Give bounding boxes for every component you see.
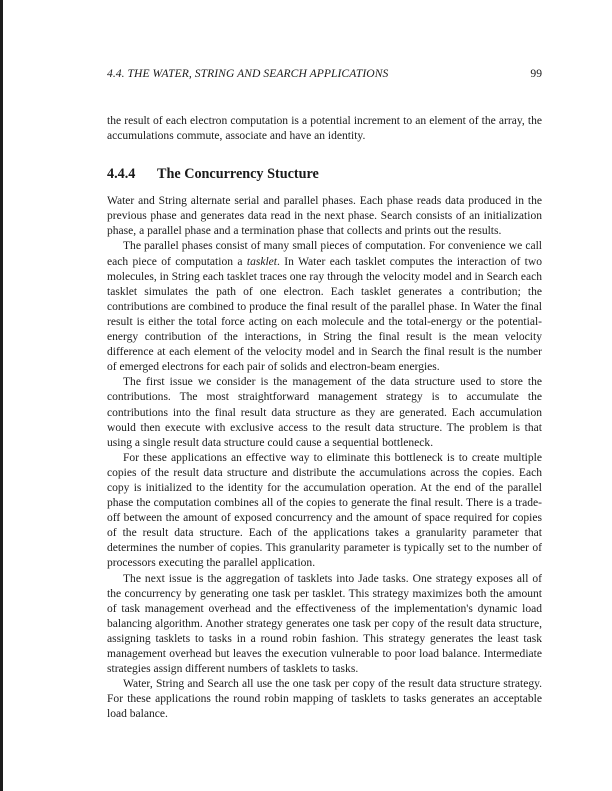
continuation-paragraph: the result of each electron computation is a potential increment to an element of the array, the accumulations commute, associate and have an identity. [107, 115, 542, 143]
paragraph-tasklets [107, 239, 542, 375]
section-title: The Concurrency Stucture [157, 166, 319, 183]
paragraph-phases: Water and String alternate serial and parallel phases. Each phase reads data produced in the previous phase and generates data read in the next phase. Search consists of an initialization phase, a parallel phase and a termination phase that collects and prints out the results. [107, 195, 542, 238]
section-heading [107, 165, 542, 183]
term-tasklet: tasklet [246, 255, 278, 268]
paragraph-multiple-copies: For these applications an effective way to eliminate this bottleneck is to create multiple copies of the result data structure and distribute the accumulations across the copies. Each copy is initialized to the identity for the accumulation operation. At the end of the parallel phase the computation combines all of the copies to generate the final result. There is a trade-off between the amount of exposed concurrency and the amount of space required for copies of the result data structure. Each of the applications takes a granularity parameter that determines the number of copies. This granularity parameter is typically set to the number of processors executing the parallel application. [107, 451, 542, 570]
paragraph-aggregation: The next issue is the aggregation of tasklets into Jade tasks. One strategy exposes all of the concurrency by generating one task per tasklet. This strategy maximizes both the amount of task management overhead and the effectiveness of the implementation's dynamic load balancing algorithm. Another strategy generates one task per copy of the result data structure, assigning tasklets to tasks in a round robin fashion. This strategy generates the least task management overhead but leaves the execution vulnerable to poor load balance. Intermediate strategies assign different numbers of tasklets to tasks. [107, 572, 542, 676]
paragraph-data-structure: The first issue we consider is the management of the data structure used to store the contributions. The most straightforward management strategy is to accumulate the contributions into the final result data structure as they are generated. Each accumulation would then execute with exclusive access to the result data structure. The problem is that using a single result data structure could cause a sequential bottleneck. [107, 376, 542, 449]
paragraph-tasklets-start: The parallel phases consist of many small pieces of computation. For convenience we call each piece of computation a [107, 240, 542, 268]
running-head [107, 66, 542, 82]
running-head-title: 4.4. THE WATER, STRING AND SEARCH APPLICATIONS [107, 67, 389, 80]
page-body [107, 114, 542, 722]
paragraph-tasklets-rest: . In Water each tasklet computes the interaction of two molecules, in String each tasklet traces one ray through the velocity model and in Search each tasklet simulates the path of one electron. Each tasklet generates a contribution; the contributions are combined to produce the final result of the parallel phase. In Water the final result is either the total force acting on each molecule and the total-energy or the potential-energy contribution of the interactions, in String the final result is the mean velocity difference at each element of the velocity model and in Search the final result is the number of emerged electrons for each pair of solids and electron-beam energies. [107, 255, 542, 374]
page-number: 99 [530, 67, 542, 80]
page-binding-edge [0, 0, 3, 791]
section-number: 4.4.4 [107, 166, 136, 183]
paragraph-strategy-used: Water, String and Search all use the one task per copy of the result data structure strategy. For these applications the round robin mapping of tasklets to tasks generates an acceptable load balance. [107, 678, 542, 721]
